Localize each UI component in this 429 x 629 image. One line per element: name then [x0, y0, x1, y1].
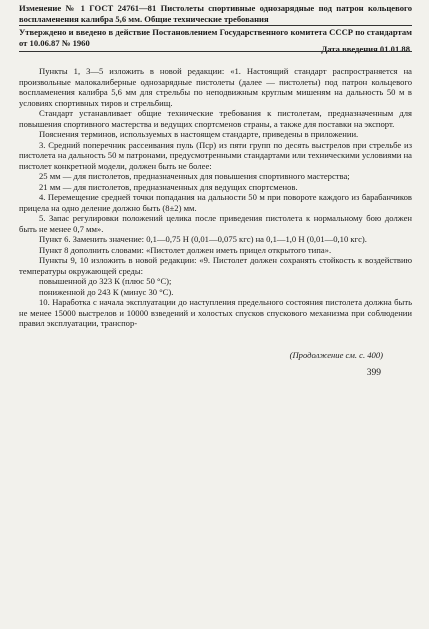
paragraph: Пункты 1, 3—5 изложить в новой редакции: «1. Настоящий стандарт распространяется на произвольные малокалиберные однозарядные пистолеты (далее — пистолеты) под патрон кольцевого воспламенения калибра 5,6 мм для стрельбы по неподвижным круглым мишеням на дальность 50 м в условиях спортивных тиров и стрельбищ.	[19, 66, 412, 108]
effective-date: Дата введения 01.01.88	[321, 44, 410, 54]
paragraph: Пункт 6. Заменить значение: 0,1—0,75 Н (0,01—0,075 кгс) на 0,1—1,0 Н (0,01—0,10 кгс).	[39, 234, 367, 244]
paragraph: 25 мм — для пистолетов, предназначенных для повышения спортивного мастерства;	[39, 171, 350, 181]
paragraph: Пункты 9, 10 изложить в новой редакции: «9. Пистолет должен сохранять стойкость к воздействию температуры окружающей среды:	[19, 255, 412, 276]
header-divider	[19, 51, 412, 52]
paragraph: 10. Наработка с начала эксплуатации до наступления предельного состояния пистолета должна быть не менее 15000 выстрелов и 10000 взведений и холостых спусков спускового механизма при соблюдении правил эксплуатации, транспор-	[19, 297, 412, 328]
paragraph: 5. Запас регулировки положений целика после приведения пистолета к нормальному бою должен быть не менее 0,7 мм».	[19, 213, 412, 234]
continuation-note: (Продолжение см. с. 400)	[289, 350, 383, 360]
amendment-title: Изменение № 1 ГОСТ 24761—81 Пистолеты спортивные однозарядные под патрон кольцевого воспламенения калибра 5,6 мм. Общие технические требования	[19, 3, 412, 25]
approval-statement: Утверждено и введено в действие Постановлением Государственного комитета СССР по стандартам от 10.06.87 № 1960	[19, 27, 412, 49]
paragraph: 3. Средний поперечник рассеивания пуль (Пср) из пяти групп по десять выстрелов при стрельбе из пистолета на дальность 50 м патронами, предусмотренными стандартами или техническими условиями на пистолет конкретной модели, должен быть не более:	[19, 139, 412, 171]
paragraph: Пункт 8 дополнить словами: «Пистолет должен иметь прицел открытого типа».	[39, 244, 332, 255]
document-body	[19, 66, 412, 329]
paragraph: повышенной до 323 К (плюс 50 °С);	[39, 276, 172, 286]
paragraph: 21 мм — для пистолетов, предназначенных для ведущих спортсменов.	[39, 181, 298, 192]
paragraph: пониженной до 243 К (минус 30 °С).	[39, 286, 174, 297]
paragraph: Стандарт устанавливает общие технические требования к пистолетам, предназначенным для повышения спортивного мастерства и ведущих спортсменов страны, а также для поставки на экспорт.	[19, 108, 412, 129]
paragraph: 4. Перемещение средней точки попадания на дальности 50 м при повороте каждого из барабанчиков прицела на одно деление должно быть (8±2) мм.	[19, 192, 412, 213]
title-divider	[19, 25, 412, 26]
page-number: 399	[366, 368, 381, 378]
paragraph: Пояснения терминов, используемых в настоящем стандарте, приведены в приложении.	[39, 129, 359, 139]
